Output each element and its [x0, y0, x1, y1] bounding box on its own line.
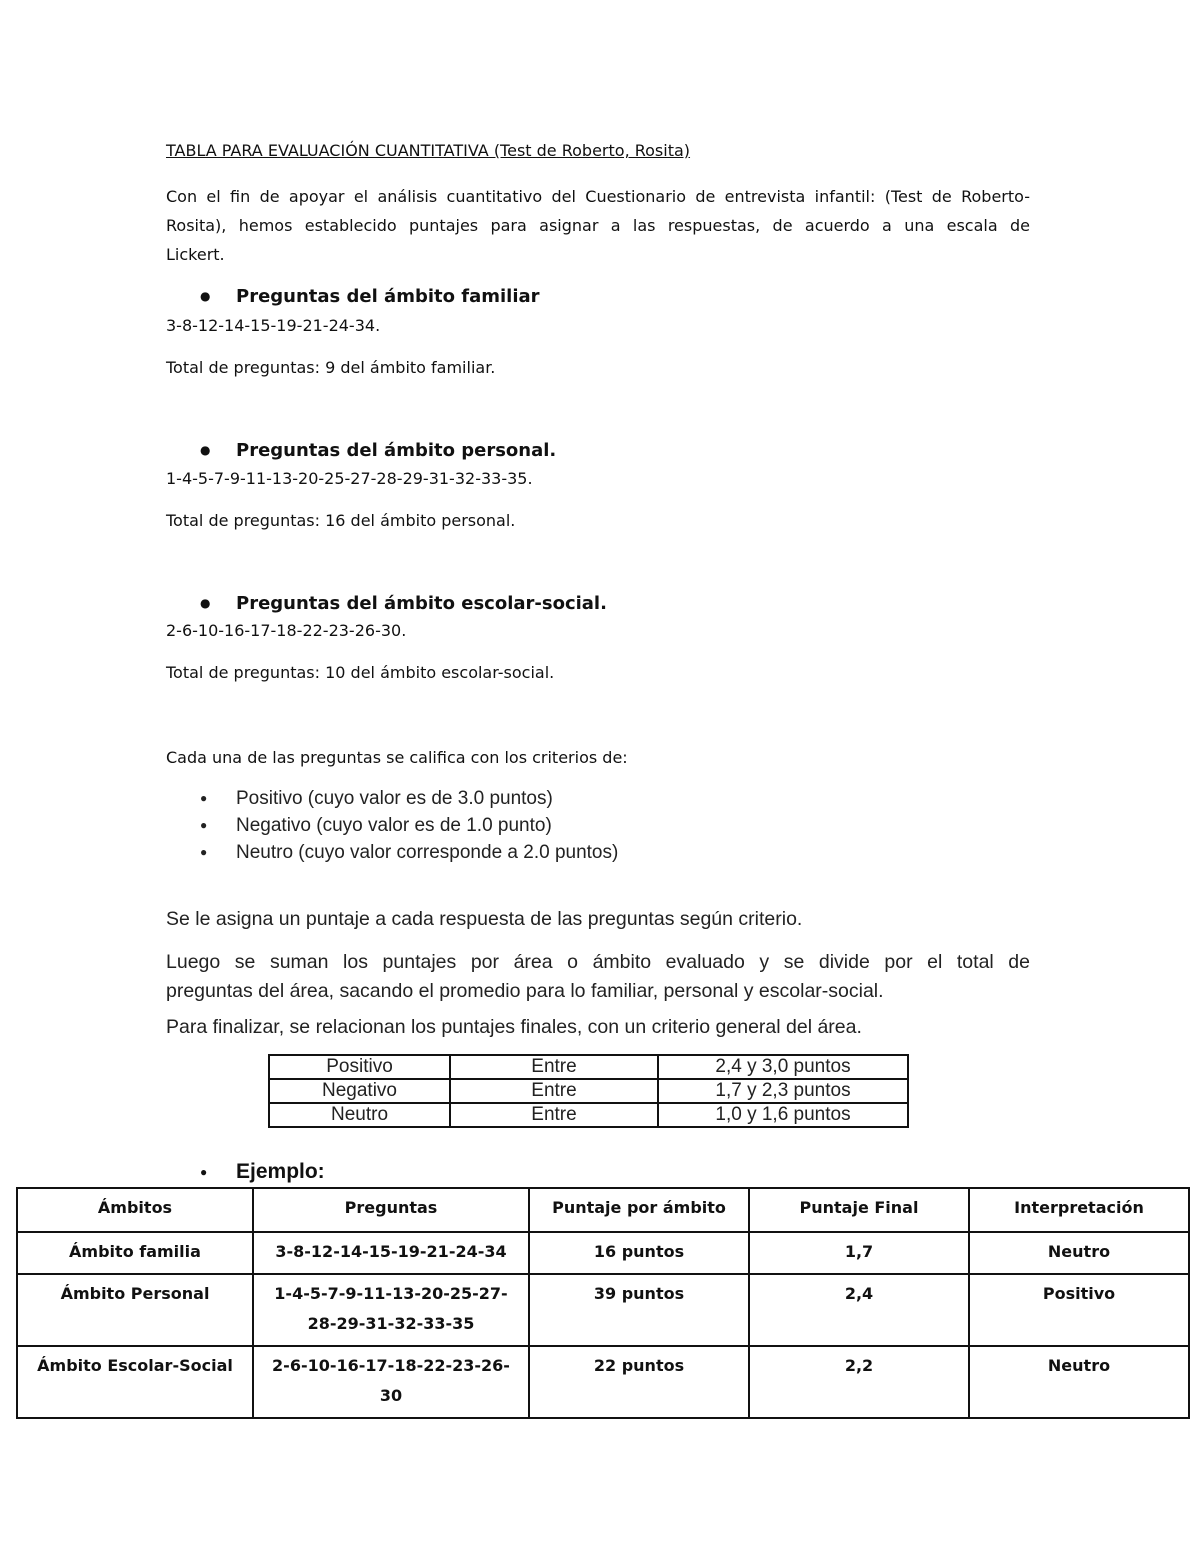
paragraph-assign: Se le asigna un puntaje a cada respuesta de las preguntas según criterio.: [166, 908, 803, 930]
bullet-icon: [200, 286, 236, 307]
section-heading-label: Preguntas del ámbito personal.: [236, 440, 557, 461]
bullet-icon: [200, 1160, 236, 1184]
table-cell: 2,2: [749, 1346, 969, 1418]
table-header-row: [17, 1188, 1189, 1232]
table-cell: Negativo: [269, 1079, 450, 1103]
section-total-familiar: Total de preguntas: 9 del ámbito familiar.: [166, 358, 496, 377]
table-cell: 2,4: [749, 1274, 969, 1346]
section-heading-label: Preguntas del ámbito familiar: [236, 286, 540, 307]
table-cell: Entre: [450, 1079, 658, 1103]
intro-line: Lickert.: [166, 245, 225, 264]
criteria-item: [200, 815, 552, 837]
column-header: Ámbitos: [17, 1188, 253, 1232]
section-total-escolar-social: Total de preguntas: 10 del ámbito escolar-social.: [166, 663, 555, 682]
intro-line: Con el fin de apoyar el análisis cuantitativo del Cuestionario de entrevista infantil: (Test de Roberto-: [166, 187, 1030, 206]
section-heading-personal: [200, 440, 556, 461]
table-cell: 3-8-12-14-15-19-21-24-34: [253, 1232, 529, 1274]
intro-line: Rosita), hemos establecido puntajes para asignar a las respuestas, de acuerdo a una escala de: [166, 216, 1030, 235]
table-row: [269, 1103, 908, 1127]
criteria-label: Negativo (cuyo valor es de 1.0 punto): [236, 815, 552, 836]
column-header: Puntaje Final: [749, 1188, 969, 1232]
table-row: [269, 1055, 908, 1079]
table-cell: 1-4-5-7-9-11-13-20-25-27-28-29-31-32-33-35: [253, 1274, 529, 1346]
bullet-icon: [200, 815, 236, 837]
section-heading-label: Preguntas del ámbito escolar-social.: [236, 593, 607, 614]
table-cell: Ámbito Personal: [17, 1274, 253, 1346]
section-heading-familiar: [200, 286, 540, 307]
intro-paragraph: [166, 182, 1030, 269]
table-cell: 39 puntos: [529, 1274, 749, 1346]
section-numbers-personal: 1-4-5-7-9-11-13-20-25-27-28-29-31-32-33-35.: [166, 469, 533, 488]
table-cell: Positivo: [269, 1055, 450, 1079]
paragraph-sum: [166, 948, 1030, 1006]
table-cell: Entre: [450, 1055, 658, 1079]
column-header: Interpretación: [969, 1188, 1189, 1232]
table-cell: Neutro: [969, 1346, 1189, 1418]
table-cell: Entre: [450, 1103, 658, 1127]
table-cell: 22 puntos: [529, 1346, 749, 1418]
criteria-intro: Cada una de las preguntas se califica con los criterios de:: [166, 748, 628, 767]
section-total-personal: Total de preguntas: 16 del ámbito personal.: [166, 511, 516, 530]
document-title: TABLA PARA EVALUACIÓN CUANTITATIVA (Test de Roberto, Rosita): [166, 141, 691, 160]
table-cell: Ámbito familia: [17, 1232, 253, 1274]
table-cell: Neutro: [269, 1103, 450, 1127]
section-numbers-escolar-social: 2-6-10-16-17-18-22-23-26-30.: [166, 621, 407, 640]
table-cell: 2-6-10-16-17-18-22-23-26-30: [253, 1346, 529, 1418]
table-cell: Positivo: [969, 1274, 1189, 1346]
table-cell: 16 puntos: [529, 1232, 749, 1274]
example-table: [16, 1187, 1190, 1419]
table-row: [17, 1232, 1189, 1274]
criteria-label: Neutro (cuyo valor corresponde a 2.0 puntos): [236, 842, 619, 863]
paragraph-line: preguntas del área, sacando el promedio para lo familiar, personal y escolar-social.: [166, 980, 884, 1002]
score-criteria-table: [268, 1054, 909, 1128]
table-cell: Neutro: [969, 1232, 1189, 1274]
column-header: Puntaje por ámbito: [529, 1188, 749, 1232]
table-cell: 1,7: [749, 1232, 969, 1274]
table-row: [17, 1274, 1189, 1346]
table-cell: 1,0 y 1,6 puntos: [658, 1103, 908, 1127]
section-heading-escolar-social: [200, 593, 607, 614]
table-row: [17, 1346, 1189, 1418]
bullet-icon: [200, 440, 236, 461]
example-heading-label: Ejemplo:: [236, 1160, 325, 1183]
example-heading: [200, 1160, 325, 1184]
bullet-icon: [200, 593, 236, 614]
criteria-item: [200, 788, 553, 810]
table-cell: 1,7 y 2,3 puntos: [658, 1079, 908, 1103]
table-cell: 2,4 y 3,0 puntos: [658, 1055, 908, 1079]
column-header: Preguntas: [253, 1188, 529, 1232]
table-row: [269, 1079, 908, 1103]
section-numbers-familiar: 3-8-12-14-15-19-21-24-34.: [166, 316, 381, 335]
paragraph-finalize: Para finalizar, se relacionan los puntajes finales, con un criterio general del área.: [166, 1016, 862, 1038]
bullet-icon: [200, 842, 236, 864]
bullet-icon: [200, 788, 236, 810]
paragraph-line: Luego se suman los puntajes por área o ámbito evaluado y se divide por el total de: [166, 951, 1030, 973]
table-cell: Ámbito Escolar-Social: [17, 1346, 253, 1418]
criteria-item: [200, 842, 618, 864]
criteria-label: Positivo (cuyo valor es de 3.0 puntos): [236, 788, 553, 809]
